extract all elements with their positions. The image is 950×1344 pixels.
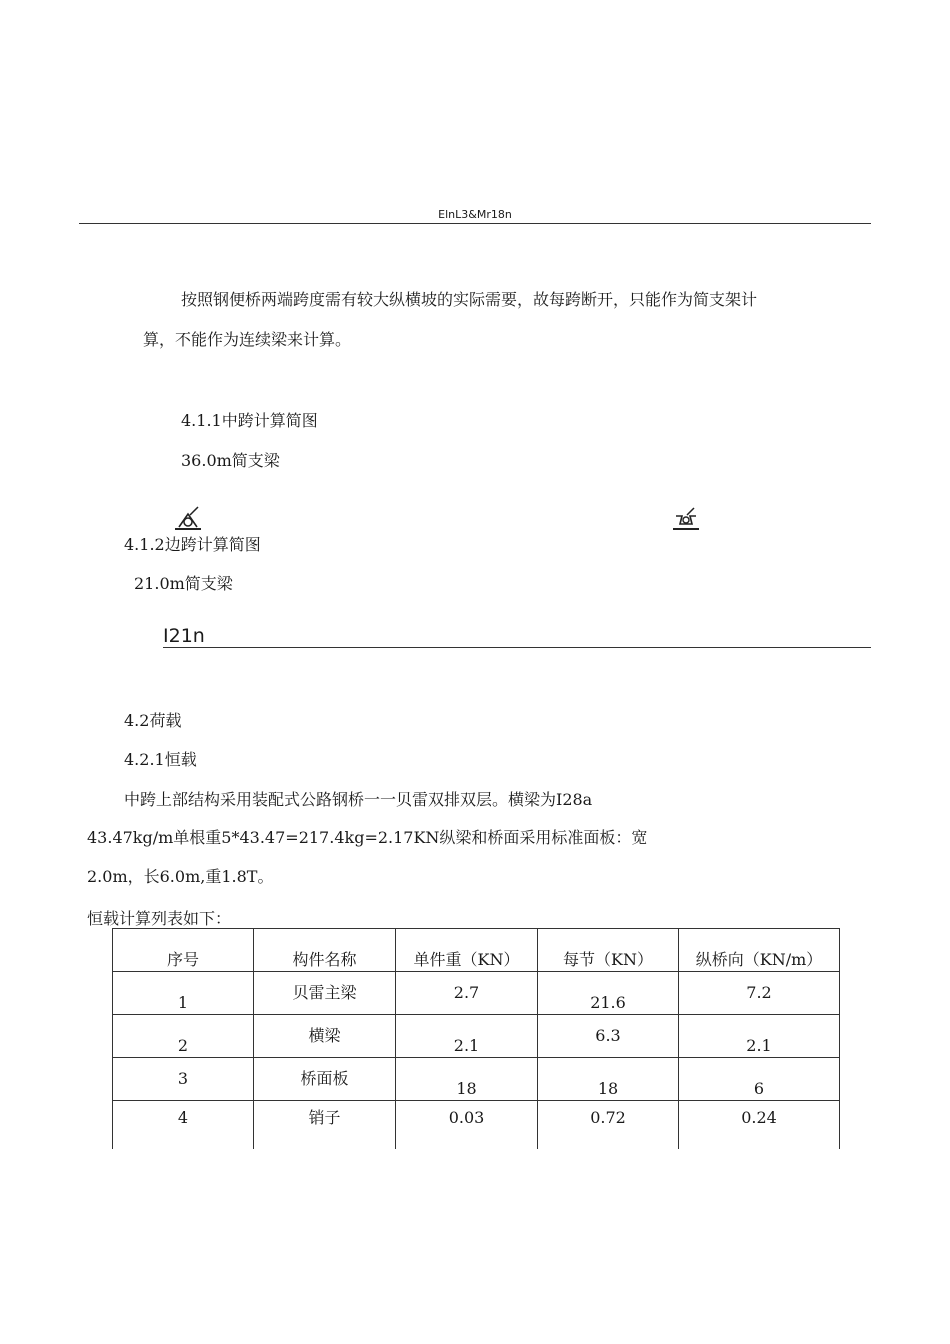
table-row xyxy=(113,1101,840,1150)
table-cell: 贝雷主梁 xyxy=(254,972,396,1015)
side-span-beam-line xyxy=(163,647,871,648)
table-header-cell: 序号 xyxy=(113,929,254,972)
dead-load-para-1: 中跨上部结构采用装配式公路钢桥一一贝雷双排双层。横梁为I28a xyxy=(124,790,593,809)
table-header-cell: 纵桥向（KN/m） xyxy=(679,929,840,972)
table-row xyxy=(113,1058,840,1101)
side-span-diagram-label: I21n xyxy=(163,625,205,647)
section-4-2-heading: 4.2荷载 xyxy=(124,711,182,730)
table-cell: 6 xyxy=(679,1058,840,1101)
table-cell: 0.24 xyxy=(679,1101,840,1150)
table-cell: 2 xyxy=(113,1015,254,1058)
dead-load-para-2: 43.47kg/m单根重5*43.47=217.4kg=2.17KN纵梁和桥面采用标准面板：宽 xyxy=(87,828,648,847)
section-4-2-1-heading: 4.2.1恒载 xyxy=(124,750,197,769)
table-header-cell: 构件名称 xyxy=(254,929,396,972)
table-row xyxy=(113,972,840,1015)
table-cell: 3 xyxy=(113,1058,254,1101)
mid-span-beam-label: 36.0m简支梁 xyxy=(181,451,280,470)
table-cell: 21.6 xyxy=(538,972,679,1015)
header-rule xyxy=(79,223,871,224)
table-header-cell: 每节（KN） xyxy=(538,929,679,972)
table-cell: 7.2 xyxy=(679,972,840,1015)
page-header-label: ElnL3&Mr18n xyxy=(438,208,512,221)
section-4-1-2-heading: 4.1.2边跨计算简图 xyxy=(124,535,261,554)
table-cell: 2.1 xyxy=(396,1015,538,1058)
table-cell: 18 xyxy=(396,1058,538,1101)
dead-load-para-3: 2.0m，长6.0m,重1.8T。 xyxy=(87,867,274,886)
table-cell: 4 xyxy=(113,1101,254,1150)
table-cell: 1 xyxy=(113,972,254,1015)
table-cell: 2.1 xyxy=(679,1015,840,1058)
table-caption: 恒载计算列表如下： xyxy=(87,909,232,928)
section-4-1-1-heading: 4.1.1中跨计算简图 xyxy=(181,411,318,430)
table-cell: 0.03 xyxy=(396,1101,538,1150)
table-row xyxy=(113,1015,840,1058)
dead-load-table xyxy=(112,928,840,1149)
table-cell: 18 xyxy=(538,1058,679,1101)
table-cell: 横梁 xyxy=(254,1015,396,1058)
side-span-beam-label: 21.0m简支梁 xyxy=(134,574,233,593)
intro-line-1: 按照钢便桥两端跨度需有较大纵横坡的实际需要，故每跨断开，只能作为简支架计 xyxy=(181,290,758,309)
table-cell: 销子 xyxy=(254,1101,396,1150)
table-cell: 6.3 xyxy=(538,1015,679,1058)
table-header-cell: 单件重（KN） xyxy=(396,929,538,972)
intro-line-2: 算，不能作为连续梁来计算。 xyxy=(143,330,352,349)
pin-support-icon xyxy=(173,506,203,532)
table-cell: 桥面板 xyxy=(254,1058,396,1101)
roller-support-icon xyxy=(671,506,701,532)
table-cell: 2.7 xyxy=(396,972,538,1015)
table-cell: 0.72 xyxy=(538,1101,679,1150)
table-header-row xyxy=(113,929,840,972)
